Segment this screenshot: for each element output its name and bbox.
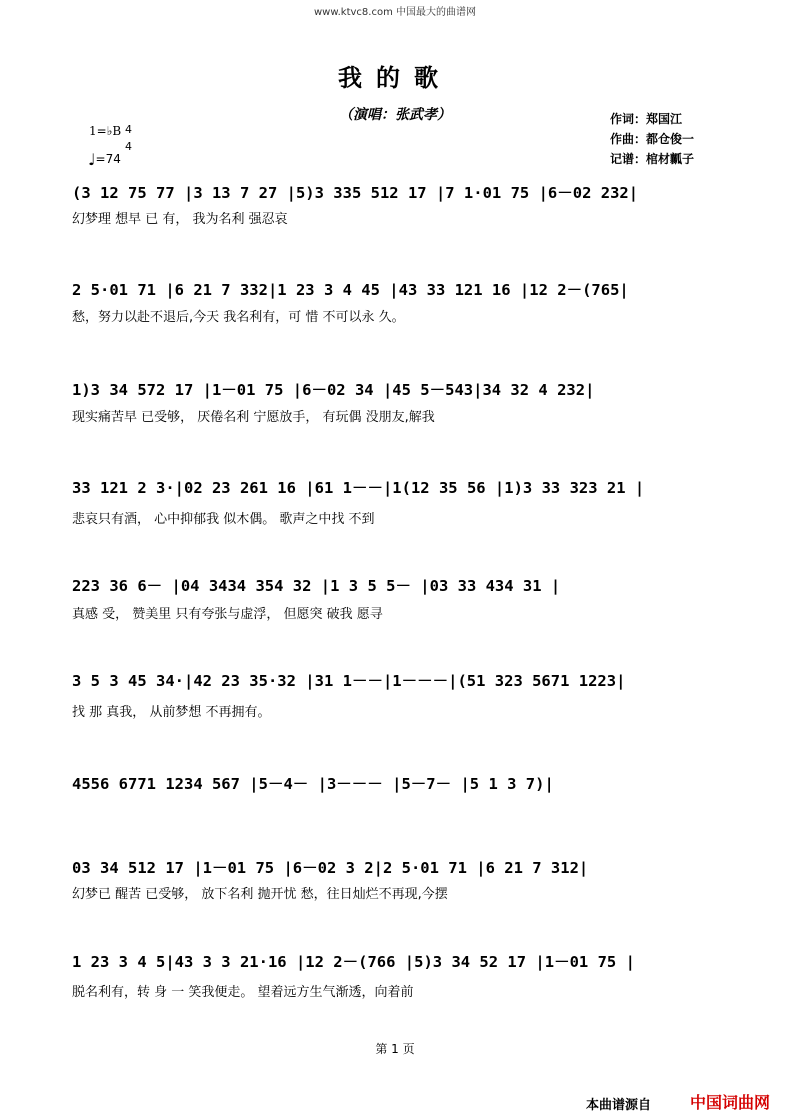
tempo-marking [88, 150, 121, 169]
lyricist-credit: 作词：郑国江 [610, 112, 683, 126]
quarter-note-icon: ♩ [88, 150, 96, 169]
page-number: 第 1 页 [375, 1042, 415, 1056]
lyric-line: 悲哀只有酒， 心中抑郁我 似木偶。 歌声之中找 不到 [72, 512, 375, 527]
brand-link[interactable]: 中国词曲网 [690, 1093, 771, 1112]
notation-line: 3 5 3 45 34·|42 23 35·32 |31 1－－|1－－－|(51 323 5671 1223| [72, 672, 626, 690]
tempo-value: =74 [95, 152, 121, 166]
lyric-line: 幻梦已 醒苦 已受够， 放下名利 抛开忧 愁，往日灿烂不再现,今摆 [72, 887, 448, 902]
lyric-line: 现实痛苦早 已受够， 厌倦名利 宁愿放手， 有玩偶 没朋友,解我 [72, 410, 435, 425]
notation-line: 1)3 34 572 17 |1－01 75 |6－02 34 |45 5－543|34 32 4 232| [72, 381, 595, 399]
notation-line: 33 121 2 3·|02 23 261 16 |61 1－－|1(12 35 56 |1)3 33 323 21 | [72, 479, 645, 497]
time-signature-bottom: 4 [125, 140, 132, 153]
transcriber-credit: 记谱：棺材瓤子 [610, 152, 695, 166]
notation-line: 1 23 3 4 5|43 3 3 21·16 |12 2－(766 |5)3 34 52 17 |1－01 75 | [72, 953, 635, 971]
notation-line: 2 5·01 71 |6 21 7 332|1 23 3 4 45 |43 33 121 16 |12 2－(765| [72, 281, 629, 299]
notation-line: 223 36 6－ |04 3434 354 32 |1 3 5 5－ |03 33 434 31 | [72, 577, 561, 595]
notation-line: 03 34 512 17 |1－01 75 |6－02 3 2|2 5·01 71 |6 21 7 312| [72, 859, 589, 877]
lyric-line: 找 那 真我， 从前梦想 不再拥有。 [72, 705, 271, 720]
source-label: 本曲谱源自 [586, 1098, 652, 1113]
notation-line: (3 12 75 77 |3 13 7 27 |5)3 335 512 17 |7 1·01 75 |6－02 232| [72, 184, 639, 202]
lyric-line: 幻梦理 想早 已 有， 我为名利 强忍哀 [72, 212, 288, 227]
performer: （演唱：张武孝） [339, 107, 451, 123]
lyric-line: 真感 受， 赞美里 只有夸张与虚浮， 但愿突 破我 愿寻 [72, 607, 383, 622]
site-banner: www.ktvc8.com 中国最大的曲谱网 [313, 7, 476, 18]
key-signature: 1=♭B [89, 124, 122, 138]
song-title: 我的歌 [338, 63, 452, 92]
composer-credit: 作曲：都仓俊一 [610, 132, 695, 146]
lyric-line: 脱名利有，转 身 一 笑我便走。 望着远方生气渐透，向着前 [72, 985, 414, 1000]
lyric-line: 愁，努力以赴不退后,今天 我名利有，可 惜 不可以永 久。 [72, 310, 405, 325]
time-signature-top: 4 [125, 123, 132, 136]
notation-line: 4556 6771 1234 567 |5－4－ |3－－－ |5－7－ |5 1 3 7)| [72, 775, 554, 793]
